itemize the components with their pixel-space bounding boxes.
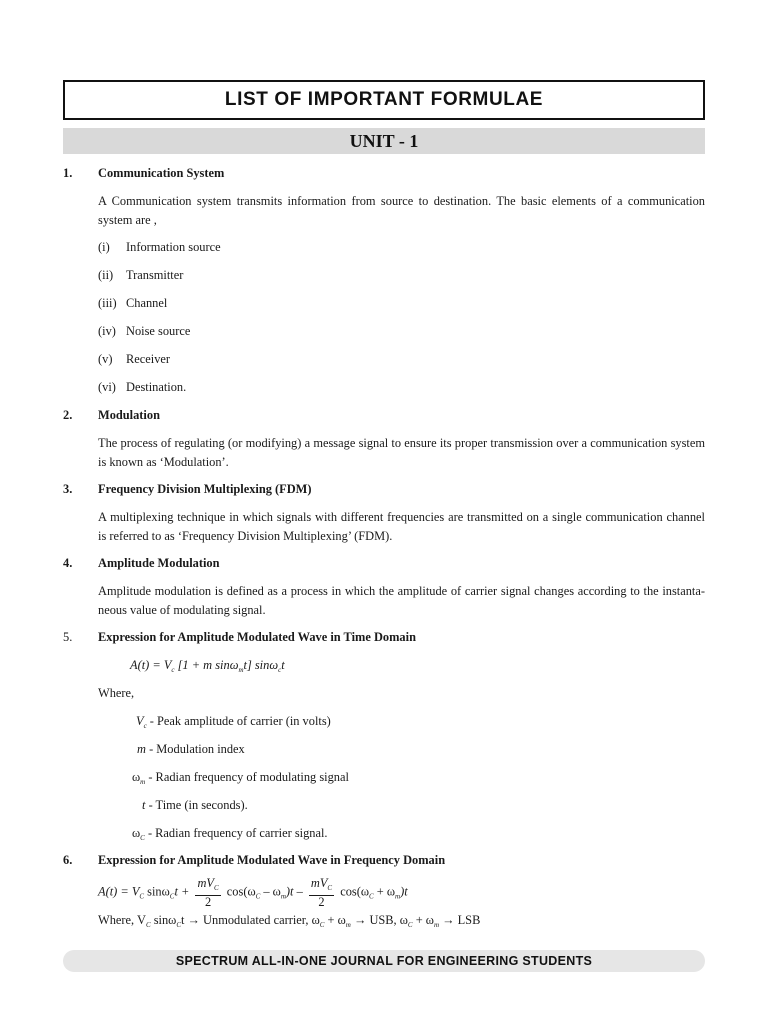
fraction: $\frac{mV_C}{2}$ — [310, 876, 333, 909]
fraction: $\frac{mV_C}{2}$ — [197, 876, 219, 909]
section-paragraph: The process of regulating (or modifying) a message signal to ensure its proper transmission over a communication system is known as ‘Modulation’. — [98, 436, 705, 469]
where-label: Where, — [98, 686, 135, 700]
section-paragraph: A Communication system transmits information from source to destination. The basic elements of a communication system are , — [98, 194, 705, 227]
section-heading: Frequency Division Multiplexing (FDM) — [98, 482, 312, 496]
section-number: 3. — [63, 482, 73, 496]
footer-text: SPECTRUM ALL-IN-ONE JOURNAL FOR ENGINEERING STUDENTS — [175, 954, 593, 968]
formula-time-domain: $A(t) = V_c$ [1 + m sinω$_m$t] sinω$_c$t — [130, 658, 285, 674]
unit-heading: UNIT - 1 — [63, 128, 705, 154]
section-number: 4. — [63, 556, 73, 570]
definition-row: t - Time (in seconds). — [142, 798, 248, 812]
page-title: LIST OF IMPORTANT FORMULAE — [63, 80, 705, 120]
list-item: Receiver — [126, 352, 171, 366]
definition-row: $\omega_m$ - Radian frequency of modulating signal — [132, 770, 349, 786]
section-heading: Amplitude Modulation — [98, 556, 220, 570]
list-item-marker: (i) — [98, 240, 110, 254]
list-item: Channel — [126, 296, 168, 310]
list-item: Information source — [126, 240, 221, 254]
list-item-marker: (iv) — [98, 324, 116, 338]
section-paragraph: Amplitude modulation is defined as a process in which the amplitude of carrier signal changes according to the instanta-neous value of modulating signal. — [98, 584, 705, 617]
list-item: Transmitter — [126, 268, 184, 282]
section-number: 1. — [63, 166, 73, 180]
list-item: Noise source — [126, 324, 191, 338]
section-number: 5. — [63, 630, 73, 644]
list-item-marker: (ii) — [98, 268, 114, 282]
list-item: Destination. — [126, 380, 187, 394]
list-item-marker: (vi) — [98, 380, 116, 394]
definition-row: m - Modulation index — [137, 742, 245, 756]
section-heading: Expression for Amplitude Modulated Wave in Frequency Domain — [98, 853, 446, 867]
section-number: 6. — [63, 853, 73, 867]
where-line: Where, $V_C$ sinω$_C$t → Unmodulated carrier, $\omega_C + \omega_m$ → USB, $\omega_C + \omega_m$ → LSB — [98, 913, 481, 929]
list-item-marker: (v) — [98, 352, 113, 366]
list-item-marker: (iii) — [98, 296, 117, 310]
section-heading: Communication System — [98, 166, 225, 180]
section-paragraph: A multiplexing technique in which signals with different frequencies are transmitted on a single communication channel is referred to as ‘Frequency Division Multiplexing’ (FDM). — [98, 510, 705, 543]
definition-row: $\omega_C$ - Radian frequency of carrier signal. — [132, 826, 328, 842]
section-heading: Modulation — [98, 408, 160, 422]
definition-row: $V_c$ - Peak amplitude of carrier (in volts) — [136, 714, 331, 730]
section-number: 2. — [63, 408, 73, 422]
formula-frequency-domain: $A(t) = V_C$ sinω$_C$t + $\frac{mV_C}{2}$ $\cos(\omega_C - \omega_m)t$ – $\frac{mV_C}{2}$ $\cos(\omega_C + \omega_m)t$ — [98, 876, 408, 909]
footer-banner — [63, 950, 705, 972]
section-heading: Expression for Amplitude Modulated Wave in Time Domain — [98, 630, 416, 644]
